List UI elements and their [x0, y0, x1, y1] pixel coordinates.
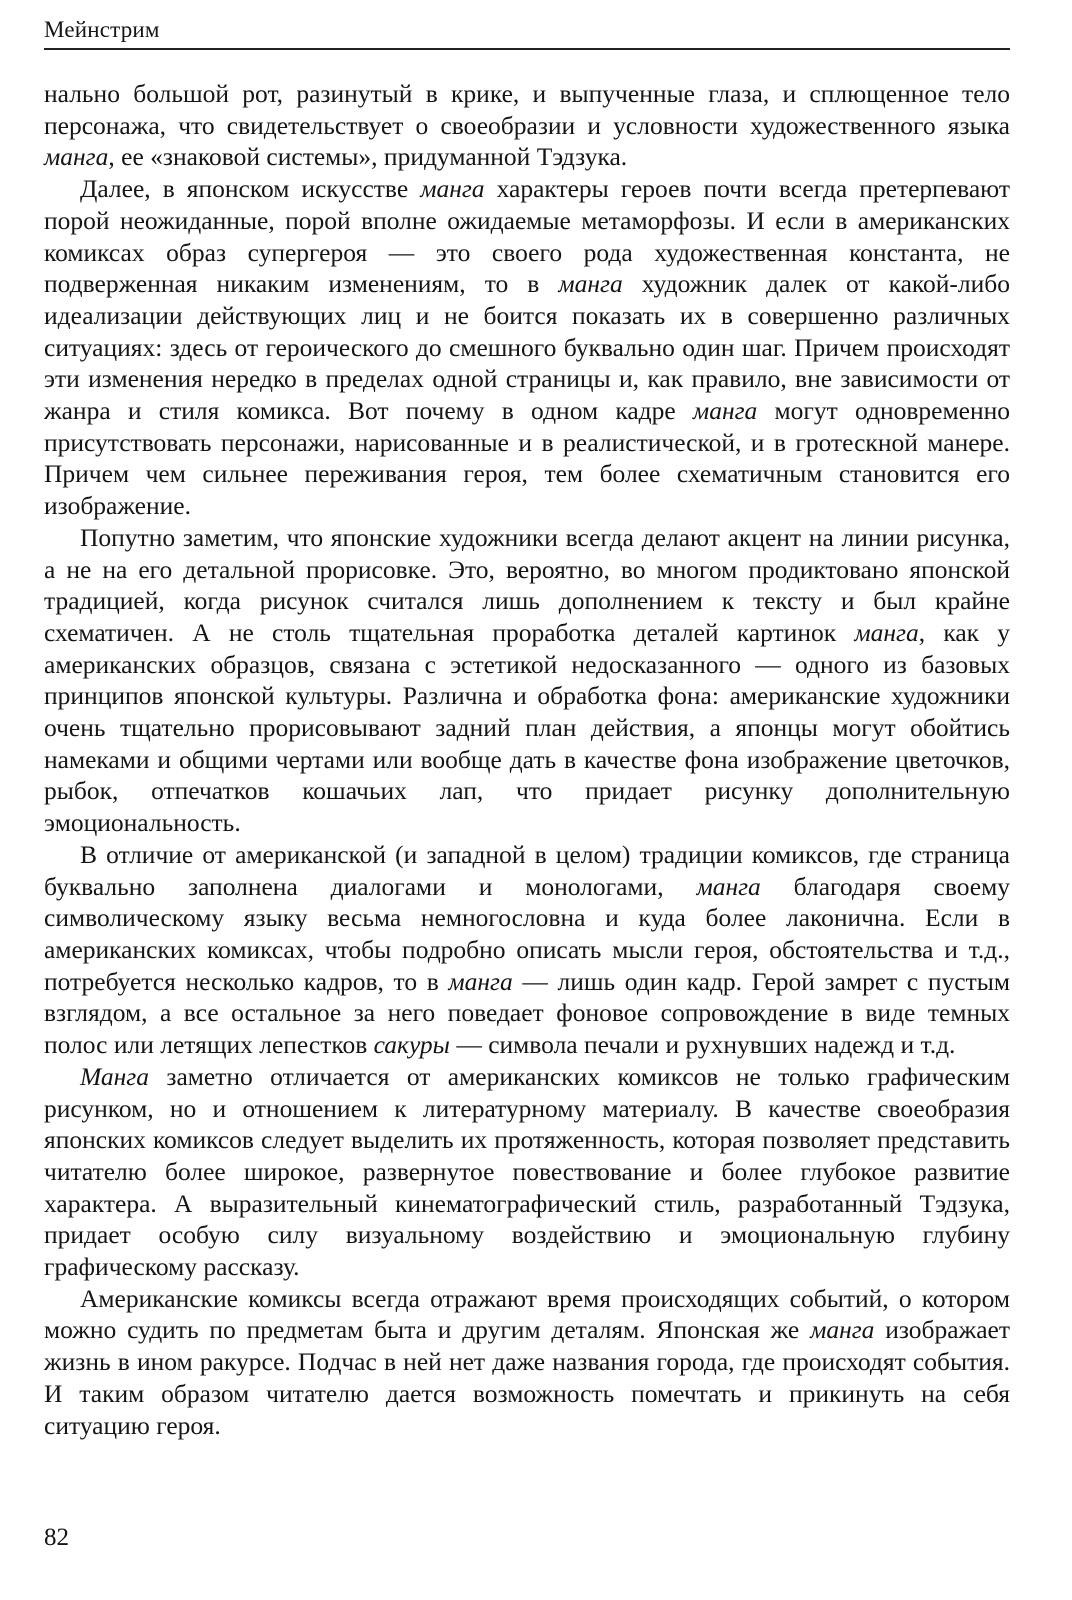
text-run: Далее, в японском искусстве [80, 174, 421, 204]
text-run: заметно отличается от американских комиксов не только графическим рисунком, но и отношением к литературному материалу. В качестве своеобразия японских комиксов следует выделить их протяженность, которая позволяет представить читателю более широкое, развернутое повествование и более глубокое развитие характера. А выразительный кинематографический стиль, разработанный Тэдзука, придает особую силу визуальному воздействию и эмоциональную глубину графическому рассказу. [44, 1061, 1010, 1282]
paragraph [44, 173, 1010, 522]
text-run: благодаря своему символическому языку весьма немногословна и куда более лаконична. Если в американских комиксах, чтобы подробно описать мысли героя, обстоятельства и т.д., потребуется несколько кадров, то в [44, 871, 1010, 996]
text-run: — лишь один кадр. Герой замрет с пустым взглядом, а все остальное за него поведает фоновое сопровождение в виде темных полос или летящих лепестков [44, 966, 1010, 1060]
italic-term: манга [420, 174, 485, 204]
book-page [44, 0, 1010, 1600]
text-run: изображает жизнь в ином ракурсе. Подчас в ней нет даже названия города, где происходят события. И таким образом читателю дается возможность помечтать и прикинуть на себя ситуацию героя. [44, 1315, 1010, 1440]
text-run: , как у американских образцов, связана с эстетикой недосказанного — одного из базовых принципов японской культуры. Различна и обработка фона: американские художники очень тщательно прорисовывают задний план действия, а японцы могут обойтись намеками и общими чертами или вообще дать в качестве фона изображение цветочков, рыбок, отпечатков кошачьих лап, что придает рисунку дополнительную эмоциональность. [44, 617, 1010, 838]
italic-term: манга [44, 142, 109, 172]
text-run: характеры героев почти всегда претерпевают порой неожиданные, порой вполне ожидаемые метаморфозы. И если в американских комиксах образ супергероя — это своего рода художественная константа, не подверженная никаким изменениям, то в [44, 174, 1010, 299]
italic-term: манга [854, 617, 919, 647]
text-run: , ее «знаковой системы», придуманной Тэдзука. [108, 142, 628, 172]
text-run: В отличие от американской (и западной в целом) традиции комиксов, где страница буквально заполнена диалогами и монологами, [44, 839, 1010, 901]
paragraph [44, 78, 1010, 173]
paragraph [44, 839, 1010, 1061]
italic-term: манга [810, 1315, 875, 1345]
text-run: художник далек от какой-либо идеализации действующих лиц и не боится показать их в совершенно различных ситуациях: здесь от героического до смешного буквально один шаг. Причем происходят эти изменения нередко в пределах одной страницы и, как правило, вне зависимости от жанра и стиля комикса. Вот почему в одном кадре [44, 269, 1010, 426]
page-number: 82 [44, 1524, 69, 1551]
text-run: — символа печали и рухнувших надежд и т.д. [449, 1030, 956, 1060]
italic-term: манга [558, 269, 623, 299]
italic-term: Манга [80, 1061, 149, 1091]
italic-term: манга [696, 871, 761, 901]
paragraph [44, 1061, 1010, 1283]
header-rule [44, 48, 1010, 50]
text-run: могут одновременно присутствовать персонажи, нарисованные и в реалистической, и в гротескной манере. Причем чем сильнее переживания героя, тем более схематичным становится его изображение. [44, 396, 1010, 521]
text-run: Американские комиксы всегда отражают время происходящих событий, о котором можно судить по предметам быта и другим деталям. Японская же [44, 1283, 1010, 1345]
italic-term: манга [692, 396, 758, 426]
body-text [44, 78, 1010, 1441]
text-run: Попутно заметим, что японские художники всегда делают акцент на линии рисунка, а не на его детальной прорисовке. Это, вероятно, во многом продиктовано японской традицией, когда рисунок считался лишь дополнением к тексту и был крайне схематичен. А не столь тщательная проработка деталей картинок [44, 522, 1010, 647]
italic-term: сакуры [373, 1030, 450, 1060]
italic-term: манга [448, 966, 513, 996]
running-head: Мейнстрим [44, 17, 160, 42]
paragraph [44, 522, 1010, 839]
text-run: нально большой рот, разинутый в крике, и выпученные глаза, и сплющенное тело персонажа, что свидетельствует о своеобразии и условности художественного языка [44, 79, 1010, 140]
paragraph [44, 1283, 1010, 1442]
